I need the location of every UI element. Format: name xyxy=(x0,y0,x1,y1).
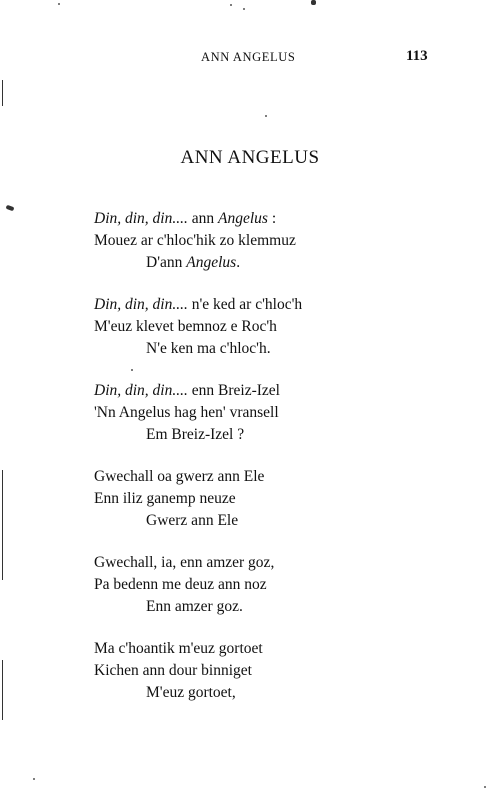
poem-line: M'euz gortoet, xyxy=(146,684,236,701)
scan-margin-line xyxy=(2,80,3,106)
poem-line: M'euz klevet bemnoz e Roc'h xyxy=(94,318,277,335)
scan-speck xyxy=(265,115,267,117)
line-segment: Angelus xyxy=(218,210,268,227)
poem-line xyxy=(94,252,454,274)
line-segment: . xyxy=(236,254,241,271)
scan-speck xyxy=(230,4,232,6)
stanza-6 xyxy=(94,638,454,704)
line-segment: Din, din, din.... xyxy=(94,296,188,313)
scan-speck xyxy=(33,778,35,780)
poem-line: Enn amzer goz. xyxy=(146,598,243,615)
line-segment: Din, din, din.... xyxy=(94,382,188,399)
page-header xyxy=(0,48,500,68)
scan-blot xyxy=(311,0,316,5)
poem-line: Enn iliz ganemp neuze xyxy=(94,490,236,507)
line-segment: enn Breiz-Izel xyxy=(187,382,280,399)
poem-line xyxy=(94,208,454,230)
line-segment: ann xyxy=(187,210,219,227)
stanza-1 xyxy=(94,208,454,274)
line-segment: n'e ked ar c'hloc'h xyxy=(187,296,303,313)
scan-speck xyxy=(58,3,60,5)
page-number: 113 xyxy=(406,48,428,64)
poem-line xyxy=(94,380,454,402)
scan-speck xyxy=(484,786,486,788)
stanza-3 xyxy=(94,380,454,446)
scan-speck xyxy=(243,8,245,10)
running-head: ANN ANGELUS xyxy=(201,50,296,64)
poem-line: Gwerz ann Ele xyxy=(146,512,239,529)
line-segment: : xyxy=(267,210,277,227)
poem-line: Gwechall oa gwerz ann Ele xyxy=(94,468,265,485)
scan-blot xyxy=(6,205,15,211)
poem-line: Kichen ann dour binniget xyxy=(94,662,252,679)
scan-speck xyxy=(131,369,133,371)
poem-line: Pa bedenn me deuz ann noz xyxy=(94,576,267,593)
stanza-5 xyxy=(94,552,454,618)
line-segment: D'ann xyxy=(146,254,187,271)
stanza-2 xyxy=(94,294,454,360)
line-segment: Din, din, din.... xyxy=(94,210,188,227)
poem-line: Ma c'hoantik m'euz gortoet xyxy=(94,640,263,657)
line-segment: Angelus xyxy=(186,254,237,271)
poem-line: N'e ken ma c'hloc'h. xyxy=(146,340,271,357)
poem-line: Gwechall, ia, enn amzer goz, xyxy=(94,554,275,571)
poem-line: Mouez ar c'hloc'hik zo klemmuz xyxy=(94,232,296,249)
poem-line xyxy=(94,294,454,316)
poem-title: ANN ANGELUS xyxy=(180,147,320,168)
scan-margin-line xyxy=(2,470,3,580)
poem-line: 'Nn Angelus hag hen' vransell xyxy=(94,404,279,421)
poem-line: Em Breiz-Izel ? xyxy=(146,426,245,443)
scan-margin-line xyxy=(2,660,3,720)
poem-body xyxy=(94,208,454,724)
stanza-4 xyxy=(94,466,454,532)
